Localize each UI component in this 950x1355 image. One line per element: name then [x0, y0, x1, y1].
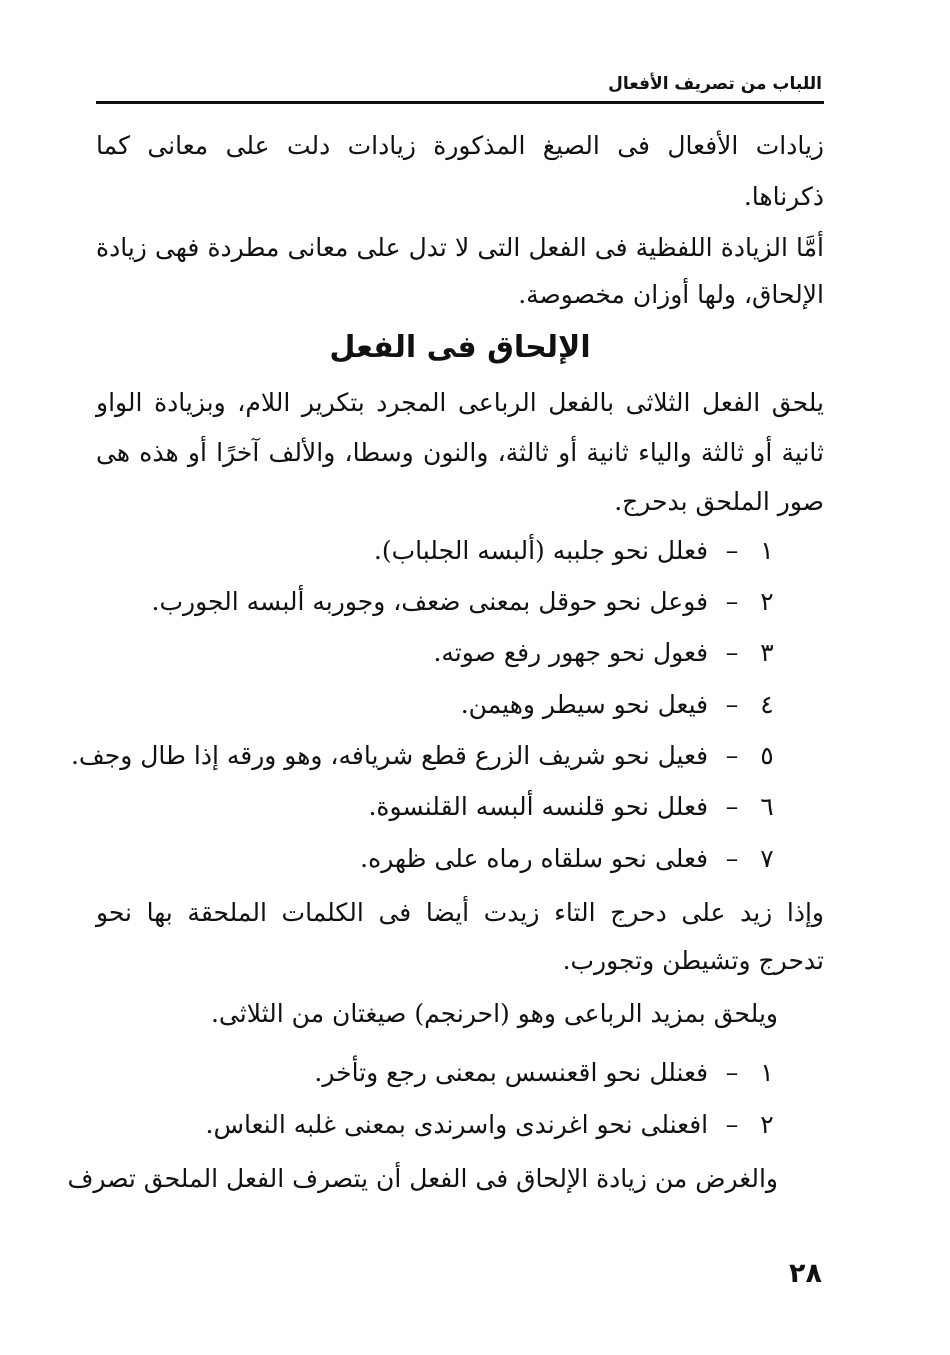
list-item [314, 1054, 778, 1092]
paragraph-line: والغرض من زيادة الإلحاق فى الفعل أن يتصرف الفعل الملحق تصرف [67, 1164, 778, 1193]
paragraph-line: زيادات الأفعال فى الصيغ المذكورة زيادات دلت على معانى كما [96, 131, 824, 160]
list-dash: – [725, 844, 739, 873]
list-dash: – [725, 741, 739, 770]
paragraph-line: وإذا زيد على دحرج التاء زيدت أيضا فى الكلمات الملحقة بها نحو [96, 898, 824, 927]
list-text: فعنلل نحو اقعنسس بمعنى رجع وتأخر. [314, 1058, 709, 1087]
list-text: فيعل نحو سيطر وهيمن. [460, 690, 709, 719]
list-number: ٥ [760, 741, 774, 770]
list-dash: – [725, 792, 739, 821]
list-item [374, 532, 778, 570]
list-text: فعلل نحو جلببه (ألبسه الجلباب). [373, 536, 709, 565]
paragraph-line: يلحق الفعل الثلاثى بالفعل الرباعى المجرد بتكرير اللام، وبزيادة الواو [96, 388, 824, 417]
list-dash: – [725, 638, 739, 667]
paragraph-line: ذكرناها. [743, 182, 824, 211]
list-text: فوعل نحو حوقل بمعنى ضعف، وجوربه ألبسه الجورب. [151, 587, 709, 616]
list-dash: – [725, 690, 739, 719]
list-dash: – [725, 1110, 739, 1139]
list-number: ٤ [760, 690, 774, 719]
list-text: فعلل نحو قلنسه ألبسه القلنسوة. [368, 792, 709, 821]
list-item [360, 840, 778, 878]
section-heading: الإلحاق فى الفعل [329, 330, 591, 365]
list-text: افعنلى نحو اغرندى واسرندى بمعنى غلبه النعاس. [205, 1110, 709, 1139]
list-item [461, 686, 778, 724]
paragraph-line: تدحرج وتشيطن وتجورب. [562, 946, 824, 975]
list-number: ٦ [760, 792, 774, 821]
page-number: ٢٨ [789, 1258, 822, 1289]
list-number: ١ [760, 536, 774, 565]
list-item [71, 737, 778, 775]
header-rule [96, 101, 824, 104]
paragraph-line: أمَّا الزيادة اللفظية فى الفعل التى لا تدل على معانى مطردة فهى زيادة [96, 233, 824, 262]
list-item [433, 634, 778, 672]
list-number: ٣ [760, 638, 774, 667]
list-item [152, 583, 778, 621]
list-text: فعيل نحو شريف الزرع قطع شريافه، وهو ورقه إذا طال وجف. [70, 741, 709, 770]
list-item [368, 788, 778, 826]
paragraph-line: الإلحاق، ولها أوزان مخصوصة. [518, 280, 824, 309]
paragraph-line: ويلحق بمزيد الرباعى وهو (احرنجم) صيغتان من الثلاثى. [210, 999, 778, 1028]
paragraph-line: صور الملحق بدحرج. [614, 487, 824, 516]
running-header: اللباب من تصريف الأفعال [608, 74, 822, 94]
list-number: ٢ [760, 587, 774, 616]
list-text: فعلى نحو سلقاه رماه على ظهره. [360, 844, 709, 873]
list-number: ٢ [760, 1110, 774, 1139]
paragraph-line: ثانية أو ثالثة والياء ثانية أو ثالثة، والنون وسطا، والألف آخرًا أو هذه هى [96, 438, 824, 467]
list-dash: – [725, 1058, 739, 1087]
list-number: ٧ [760, 844, 774, 873]
list-item [206, 1106, 778, 1144]
list-dash: – [725, 536, 739, 565]
list-text: فعول نحو جهور رفع صوته. [433, 638, 709, 667]
list-dash: – [725, 587, 739, 616]
list-number: ١ [760, 1058, 774, 1087]
